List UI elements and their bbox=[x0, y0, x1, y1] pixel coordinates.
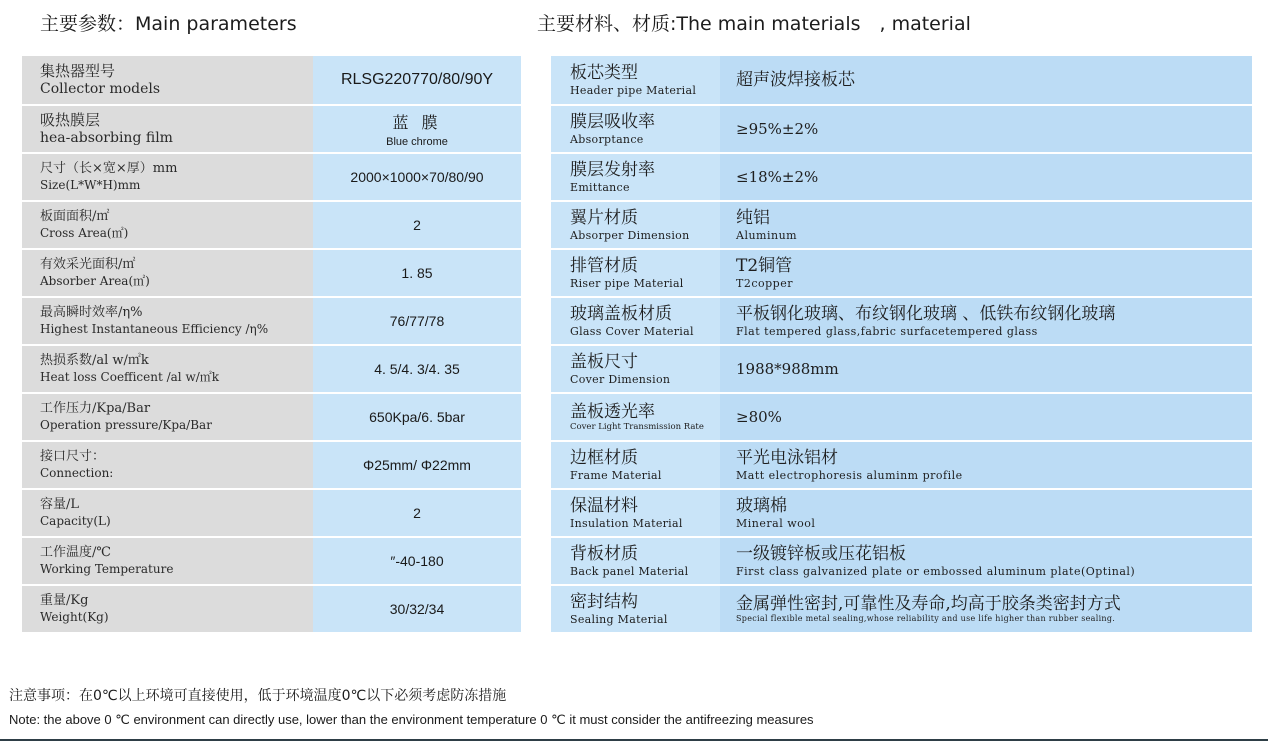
param-label-zh: 有效采光面积/㎡ bbox=[40, 257, 136, 273]
param-row-heat-loss bbox=[22, 345, 521, 393]
param-row-absorbing-film bbox=[22, 105, 521, 153]
material-row-sealing bbox=[551, 585, 1252, 632]
material-label-en: Cover Light Transmission Rate bbox=[570, 422, 704, 433]
param-value-text: RLSG220770/80/90Y bbox=[340, 71, 494, 88]
param-label bbox=[22, 537, 313, 585]
material-value-zh: 平板钢化玻璃、布纹钢化玻璃 、低铁布纹钢化玻璃 bbox=[736, 304, 1116, 325]
material-label-zh: 板芯类型 bbox=[570, 63, 638, 84]
material-row-light-transmission bbox=[551, 393, 1252, 441]
param-value bbox=[313, 56, 521, 105]
material-value bbox=[720, 297, 1252, 345]
param-row-working-temperature bbox=[22, 537, 521, 585]
param-label bbox=[22, 249, 313, 297]
material-value-zh: ≥80% bbox=[736, 408, 782, 426]
material-label-zh: 盖板尺寸 bbox=[570, 352, 638, 373]
param-row-efficiency bbox=[22, 297, 521, 345]
param-label-en: Operation pressure/Kpa/Bar bbox=[40, 417, 212, 432]
material-row-glass-cover bbox=[551, 297, 1252, 345]
param-value-zh: 蓝 膜 bbox=[392, 113, 442, 132]
param-label-en: Connection: bbox=[40, 465, 114, 480]
param-row-collector-model bbox=[22, 56, 521, 105]
material-value-zh: 1988*988mm bbox=[736, 360, 839, 378]
material-label bbox=[551, 393, 720, 441]
material-label-en: Absorper Dimension bbox=[570, 228, 690, 242]
param-label-zh: 最高瞬时效率/η% bbox=[40, 305, 143, 321]
param-value: 4. 5/4. 3/4. 35 bbox=[313, 345, 521, 393]
param-row-size bbox=[22, 153, 521, 201]
param-label-en: Working Temperature bbox=[40, 561, 174, 576]
param-label bbox=[22, 393, 313, 441]
material-label bbox=[551, 585, 720, 632]
material-label-en: Glass Cover Material bbox=[570, 324, 694, 338]
param-value: 1. 85 bbox=[313, 249, 521, 297]
param-label-zh: 集热器型号 bbox=[40, 61, 116, 80]
param-label-zh: 尺寸（长×宽×厚）mm bbox=[40, 161, 178, 177]
material-value bbox=[720, 537, 1252, 585]
material-label bbox=[551, 56, 720, 105]
material-label bbox=[551, 441, 720, 489]
material-row-insulation bbox=[551, 489, 1252, 537]
material-value bbox=[720, 56, 1252, 105]
material-label bbox=[551, 153, 720, 201]
param-label bbox=[22, 56, 313, 105]
param-label-en: Cross Area(㎡) bbox=[40, 225, 129, 240]
material-value-zh: 平光电泳铝材 bbox=[736, 448, 838, 469]
material-label-zh: 膜层发射率 bbox=[570, 160, 655, 181]
material-value bbox=[720, 585, 1252, 632]
material-label-zh: 保温材料 bbox=[570, 496, 638, 517]
material-label-zh: 盖板透光率 bbox=[570, 401, 655, 422]
param-value: ″-40-180 bbox=[313, 537, 521, 585]
material-value-en: Special flexible metal sealing,whose reliability and use life higher than rubber sealing. bbox=[736, 614, 1116, 624]
param-label bbox=[22, 489, 313, 537]
param-row-connection bbox=[22, 441, 521, 489]
param-label bbox=[22, 441, 313, 489]
material-value-en: First class galvanized plate or embossed aluminum plate(Optinal) bbox=[736, 564, 1136, 578]
material-value bbox=[720, 441, 1252, 489]
material-label bbox=[551, 249, 720, 297]
param-label-en: Absorber Area(㎡) bbox=[40, 273, 150, 288]
material-label bbox=[551, 297, 720, 345]
material-label-en: Absorptance bbox=[570, 132, 644, 146]
material-label-en: Riser pipe Material bbox=[570, 276, 684, 290]
param-row-pressure bbox=[22, 393, 521, 441]
material-label bbox=[551, 489, 720, 537]
param-row-cross-area bbox=[22, 201, 521, 249]
param-label-en: Size(L*W*H)mm bbox=[40, 177, 141, 192]
param-label-zh: 重量/Kg bbox=[40, 593, 89, 609]
material-value-zh: 超声波焊接板芯 bbox=[736, 69, 855, 90]
param-label-zh: 接口尺寸： bbox=[40, 449, 106, 465]
param-label bbox=[22, 105, 313, 153]
main-materials-table bbox=[551, 56, 1252, 632]
material-label bbox=[551, 105, 720, 153]
material-value-zh: T2铜管 bbox=[736, 256, 793, 277]
param-value-en: Blue chrome bbox=[386, 136, 448, 148]
material-label-zh: 排管材质 bbox=[570, 256, 638, 277]
param-label-zh: 容量/L bbox=[40, 497, 80, 513]
material-label-en: Header pipe Material bbox=[570, 83, 697, 97]
param-row-capacity bbox=[22, 489, 521, 537]
material-row-emittance bbox=[551, 153, 1252, 201]
param-value: 650Kpa/6. 5bar bbox=[313, 393, 521, 441]
material-value-en: T2copper bbox=[736, 276, 793, 290]
param-value: 30/32/34 bbox=[313, 585, 521, 632]
param-row-weight bbox=[22, 585, 521, 632]
material-value-zh: 玻璃棉 bbox=[736, 496, 787, 517]
param-label-en: Highest Instantaneous Efficiency /η% bbox=[40, 321, 269, 336]
material-value bbox=[720, 201, 1252, 249]
material-row-absorptance bbox=[551, 105, 1252, 153]
param-label bbox=[22, 153, 313, 201]
param-label-en: Heat loss Coefficent /al w/㎡k bbox=[40, 369, 220, 384]
material-row-riser-pipe bbox=[551, 249, 1252, 297]
param-label-zh: 工作温度/℃ bbox=[40, 545, 111, 561]
material-value-zh: 金属弹性密封,可靠性及寿命,均高于胶条类密封方式 bbox=[736, 594, 1121, 614]
param-label-en: hea-absorbing film bbox=[40, 129, 173, 146]
param-value bbox=[313, 105, 521, 153]
main-parameters-table bbox=[22, 56, 521, 632]
material-label-en: Cover Dimension bbox=[570, 372, 671, 386]
param-row-absorber-area bbox=[22, 249, 521, 297]
material-value bbox=[720, 489, 1252, 537]
material-label-zh: 背板材质 bbox=[570, 544, 638, 565]
param-label bbox=[22, 297, 313, 345]
param-label-zh: 吸热膜层 bbox=[40, 110, 101, 129]
material-value bbox=[720, 153, 1252, 201]
material-value-en: Mineral wool bbox=[736, 516, 816, 530]
param-label bbox=[22, 201, 313, 249]
material-label-zh: 密封结构 bbox=[570, 592, 638, 613]
material-label bbox=[551, 201, 720, 249]
material-label-en: Frame Material bbox=[570, 468, 662, 482]
param-label bbox=[22, 585, 313, 632]
main-materials-title: 主要材料、材质:The main materials , material bbox=[537, 13, 971, 35]
param-value: 76/77/78 bbox=[313, 297, 521, 345]
material-label-zh: 边框材质 bbox=[570, 448, 638, 469]
param-value: 2000×1000×70/80/90 bbox=[313, 153, 521, 201]
material-label bbox=[551, 537, 720, 585]
material-label-zh: 玻璃盖板材质 bbox=[570, 304, 672, 325]
param-label-en: Collector models bbox=[40, 80, 161, 97]
material-value-zh: 纯铝 bbox=[736, 208, 770, 229]
material-row-frame bbox=[551, 441, 1252, 489]
param-label-zh: 热损系数/al w/㎡k bbox=[40, 353, 149, 369]
antifreeze-note-zh: 注意事项：在0℃以上环境可直接使用，低于环境温度0℃以下必须考虑防冻措施 bbox=[9, 688, 507, 704]
material-value-zh: 一级镀锌板或压花铝板 bbox=[736, 544, 906, 565]
material-row-back-panel bbox=[551, 537, 1252, 585]
material-value-zh: ≤18%±2% bbox=[736, 168, 819, 186]
param-label-zh: 工作压力/Kpa/Bar bbox=[40, 401, 151, 417]
material-value bbox=[720, 105, 1252, 153]
material-value-en: Matt electrophoresis aluminm profile bbox=[736, 468, 963, 482]
param-value: 2 bbox=[313, 489, 521, 537]
param-label bbox=[22, 345, 313, 393]
material-row-header-pipe bbox=[551, 56, 1252, 105]
param-value: 2 bbox=[313, 201, 521, 249]
param-label-en: Capacity(L) bbox=[40, 513, 111, 528]
material-value-zh: ≥95%±2% bbox=[736, 120, 819, 138]
material-row-cover-dimension bbox=[551, 345, 1252, 393]
material-value bbox=[720, 249, 1252, 297]
material-label-en: Sealing Material bbox=[570, 612, 668, 626]
material-value bbox=[720, 393, 1252, 441]
material-label-en: Insulation Material bbox=[570, 516, 683, 530]
material-label-zh: 膜层吸收率 bbox=[570, 112, 655, 133]
material-label-en: Back panel Material bbox=[570, 564, 689, 578]
material-label-zh: 翼片材质 bbox=[570, 208, 638, 229]
main-parameters-title: 主要参数：Main parameters bbox=[40, 13, 297, 35]
material-label-en: Emittance bbox=[570, 180, 630, 194]
antifreeze-note-en: Note: the above 0 ℃ environment can directly use, lower than the environment temperature 0 ℃ it must consider the antifreezing measures bbox=[9, 712, 814, 727]
material-value-en: Flat tempered glass,fabric surfacetempered glass bbox=[736, 324, 1038, 338]
material-value bbox=[720, 345, 1252, 393]
param-label-en: Weight(Kg) bbox=[40, 609, 109, 624]
material-value-en: Aluminum bbox=[736, 228, 798, 242]
material-row-absorper bbox=[551, 201, 1252, 249]
param-label-zh: 板面面积/㎡ bbox=[40, 209, 110, 225]
param-value: Φ25mm/ Φ22mm bbox=[313, 441, 521, 489]
material-label bbox=[551, 345, 720, 393]
